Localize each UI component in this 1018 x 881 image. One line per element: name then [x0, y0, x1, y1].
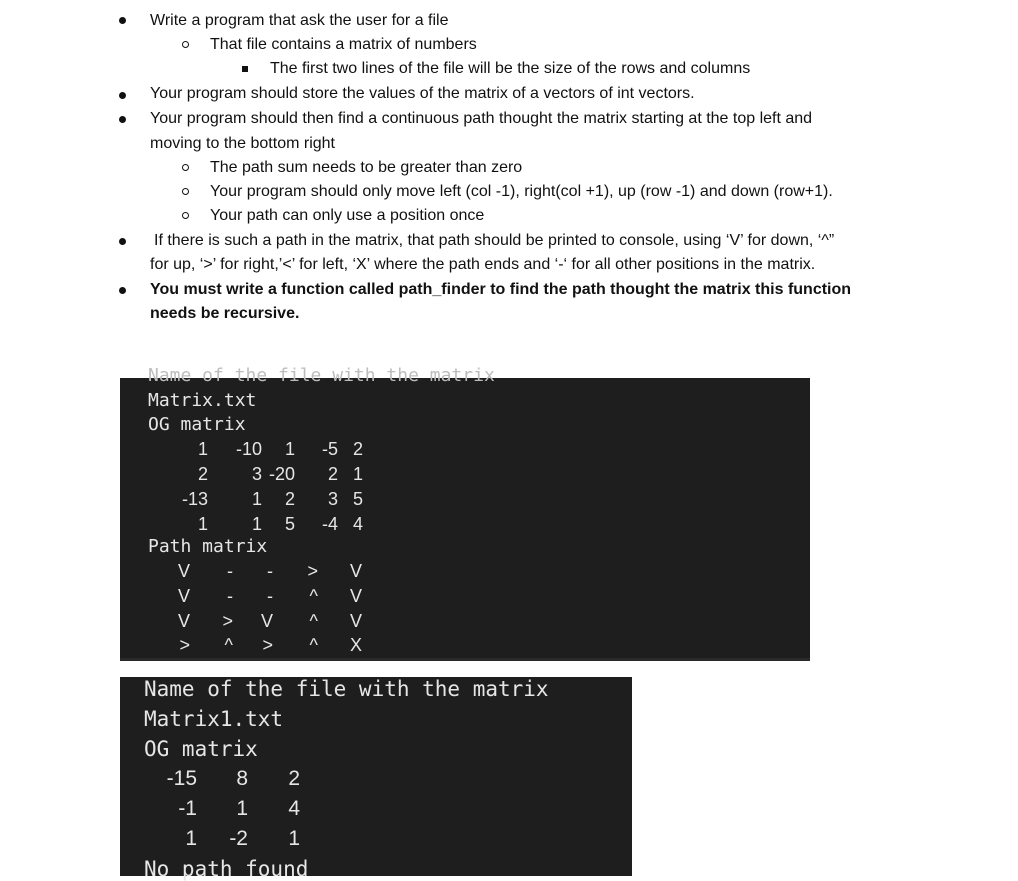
path-matrix-cell: V: [177, 611, 190, 631]
path-matrix-cell: ^: [309, 635, 318, 655]
og-matrix-cell: 1: [185, 827, 197, 850]
sub-bullet-text-3: Your program should only move left (col -1), right(col +1), up (row -1) and down (row+1).: [210, 183, 833, 200]
cropped-line-edge: [120, 658, 810, 661]
og-matrix-cell: 1: [236, 797, 248, 820]
console-filename: Matrix.txt: [148, 390, 257, 411]
path-matrix-cell: >: [262, 635, 273, 655]
og-matrix-cell: -15: [166, 767, 197, 790]
og-matrix-cell: 2: [352, 439, 363, 459]
bullet-text-5a: You must write a function called path_finder to find the path thought the matrix this function: [150, 281, 852, 298]
sub-bullet-text-4: Your path can only use a position once: [210, 207, 485, 224]
path-matrix-cell: X: [349, 635, 362, 655]
og-matrix-cell: -4: [321, 514, 338, 534]
path-matrix-cell: ^: [309, 586, 318, 606]
path-matrix-cell: -: [267, 586, 273, 606]
path-matrix-cell: V: [349, 561, 362, 581]
og-matrix-cell: 1: [284, 439, 295, 459]
console-prompt-cut: Name of the file with the matrix: [148, 365, 495, 386]
bullet-marker: [119, 92, 126, 99]
path-matrix-cell: >: [307, 561, 318, 581]
og-matrix-cell: 3: [327, 489, 338, 509]
og-matrix-cell: -20: [268, 464, 295, 484]
path-matrix-label: Path matrix: [148, 536, 268, 557]
path-matrix-cell: >: [222, 611, 233, 631]
og-matrix-cell: 1: [251, 514, 262, 534]
og-matrix-cell: 1: [352, 464, 363, 484]
path-matrix-cell: -: [227, 561, 233, 581]
og-matrix-cell: 1: [288, 827, 300, 850]
sub-bullet-marker: [182, 164, 189, 171]
path-matrix-cell: -: [227, 586, 233, 606]
bullet-text-2: Your program should store the values of the matrix of a vectors of int vectors.: [150, 85, 695, 102]
sub-bullet-text-2: The path sum needs to be greater than zero: [210, 159, 523, 176]
sub-bullet-marker: [182, 41, 189, 48]
sub-bullet-marker: [182, 212, 189, 219]
og-matrix-cell: -5: [321, 439, 338, 459]
og-matrix-label: OG matrix: [148, 414, 246, 435]
path-matrix-cell: V: [349, 611, 362, 631]
path-matrix-cell: ^: [309, 611, 318, 631]
path-matrix-cell: V: [177, 561, 190, 581]
bullet-marker: [119, 238, 126, 245]
sub-bullet-text-1: That file contains a matrix of numbers: [210, 36, 477, 53]
bullet-text-5b: needs be recursive.: [150, 305, 300, 322]
og-matrix-cell: 4: [288, 797, 300, 820]
og-matrix-cell: 5: [352, 489, 363, 509]
og-matrix-cell: 5: [284, 514, 295, 534]
console-prompt: Name of the file with the matrix: [144, 677, 549, 701]
og-matrix-cell: 8: [236, 767, 248, 790]
bullet-marker: [119, 17, 126, 24]
og-matrix-cell: -10: [235, 439, 262, 459]
path-matrix-cell: ^: [224, 635, 233, 655]
path-matrix-cell: V: [349, 586, 362, 606]
bullet-text-4b: for up, ‘>’ for right,’<’ for left, ‘X’ where the path ends and ‘-‘ for all other positions in the matrix.: [150, 256, 816, 273]
console-output-1: [120, 365, 810, 661]
console-output-2: [120, 677, 632, 881]
path-matrix-cell: >: [179, 635, 190, 655]
sub-sub-bullet-text-1: The first two lines of the file will be the size of the rows and columns: [270, 60, 751, 77]
og-matrix-cell: -13: [181, 489, 208, 509]
og-matrix-cell: -2: [229, 827, 248, 850]
og-matrix-cell: -1: [178, 797, 197, 820]
bullet-text-3b: moving to the bottom right: [150, 135, 335, 152]
path-matrix-cell: -: [267, 561, 273, 581]
sub-sub-bullet-marker: [242, 66, 248, 72]
og-matrix-label: OG matrix: [144, 737, 258, 761]
og-matrix-cell: 4: [352, 514, 363, 534]
bullet-marker: [119, 287, 126, 294]
sub-bullet-marker: [182, 188, 189, 195]
path-matrix-cell: V: [260, 611, 273, 631]
og-matrix-cell: 2: [327, 464, 338, 484]
og-matrix-cell: 2: [288, 767, 300, 790]
bullet-text-4a: If there is such a path in the matrix, that path should be printed to console, using ‘V’ for down, ‘^”: [154, 232, 835, 249]
og-matrix-cell: 2: [284, 489, 295, 509]
bullet-marker: [119, 116, 126, 123]
og-matrix-cell: 2: [197, 464, 208, 484]
og-matrix-cell: 1: [251, 489, 262, 509]
console-filename: Matrix1.txt: [144, 707, 284, 731]
bullet-text-1: Write a program that ask the user for a file: [150, 12, 449, 29]
og-matrix-cell: 1: [197, 514, 208, 534]
bullet-text-3a: Your program should then find a continuous path thought the matrix starting at the top left and: [150, 110, 813, 127]
og-matrix-cell: 3: [251, 464, 262, 484]
path-matrix-cell: V: [177, 586, 190, 606]
og-matrix-cell: 1: [197, 439, 208, 459]
no-path-message: No path found: [144, 857, 309, 881]
